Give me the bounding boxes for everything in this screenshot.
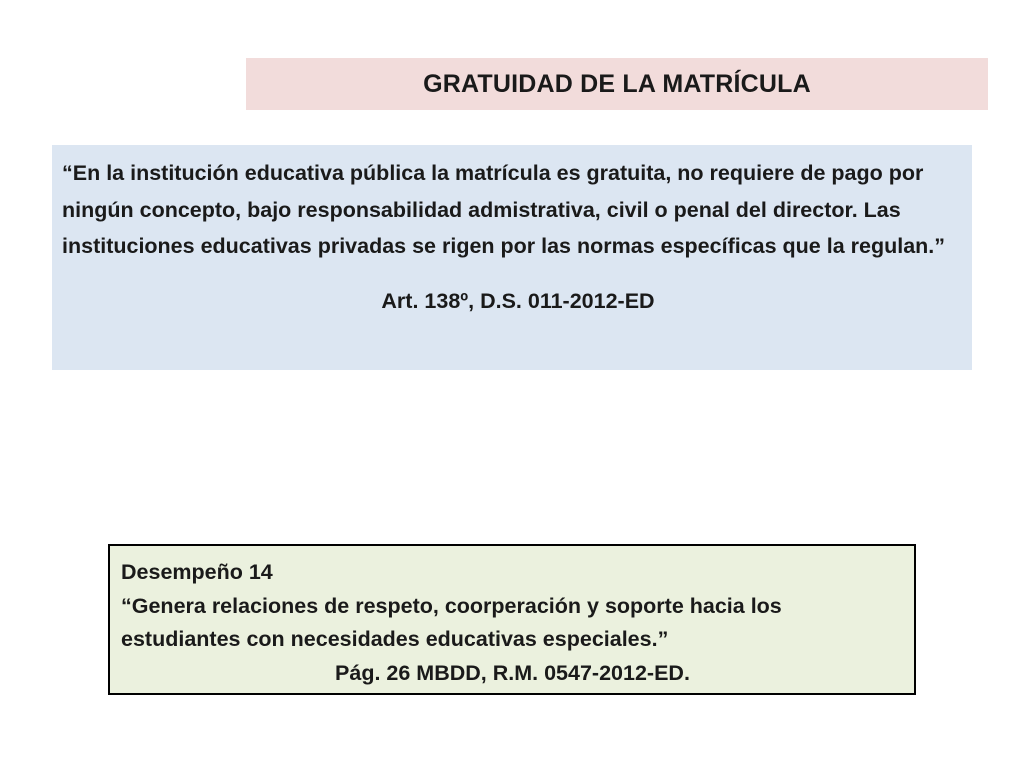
- legal-quote-text: “En la institución educativa pública la matrícula es gratuita, no requiere de pago por ningún concepto, bajo responsabilidad admistrativa, civil o penal del director. Las instituciones educativas privadas se rigen por las normas específicas que la regulan.”: [62, 161, 946, 258]
- slide-title: GRATUIDAD DE LA MATRÍCULA: [423, 69, 811, 98]
- performance-quote: “Genera relaciones de respeto, coorperación y soporte hacia los estudiantes con necesidades educativas especiales.”: [121, 593, 782, 651]
- performance-box: [108, 544, 916, 695]
- title-banner: [246, 58, 988, 110]
- legal-quote-box: [52, 145, 972, 370]
- performance-reference: Pág. 26 MBDD, R.M. 0547-2012-ED.: [335, 660, 690, 685]
- legal-quote-reference: Art. 138º, D.S. 011-2012-ED: [381, 288, 655, 313]
- performance-heading: Desempeño 14: [121, 560, 273, 584]
